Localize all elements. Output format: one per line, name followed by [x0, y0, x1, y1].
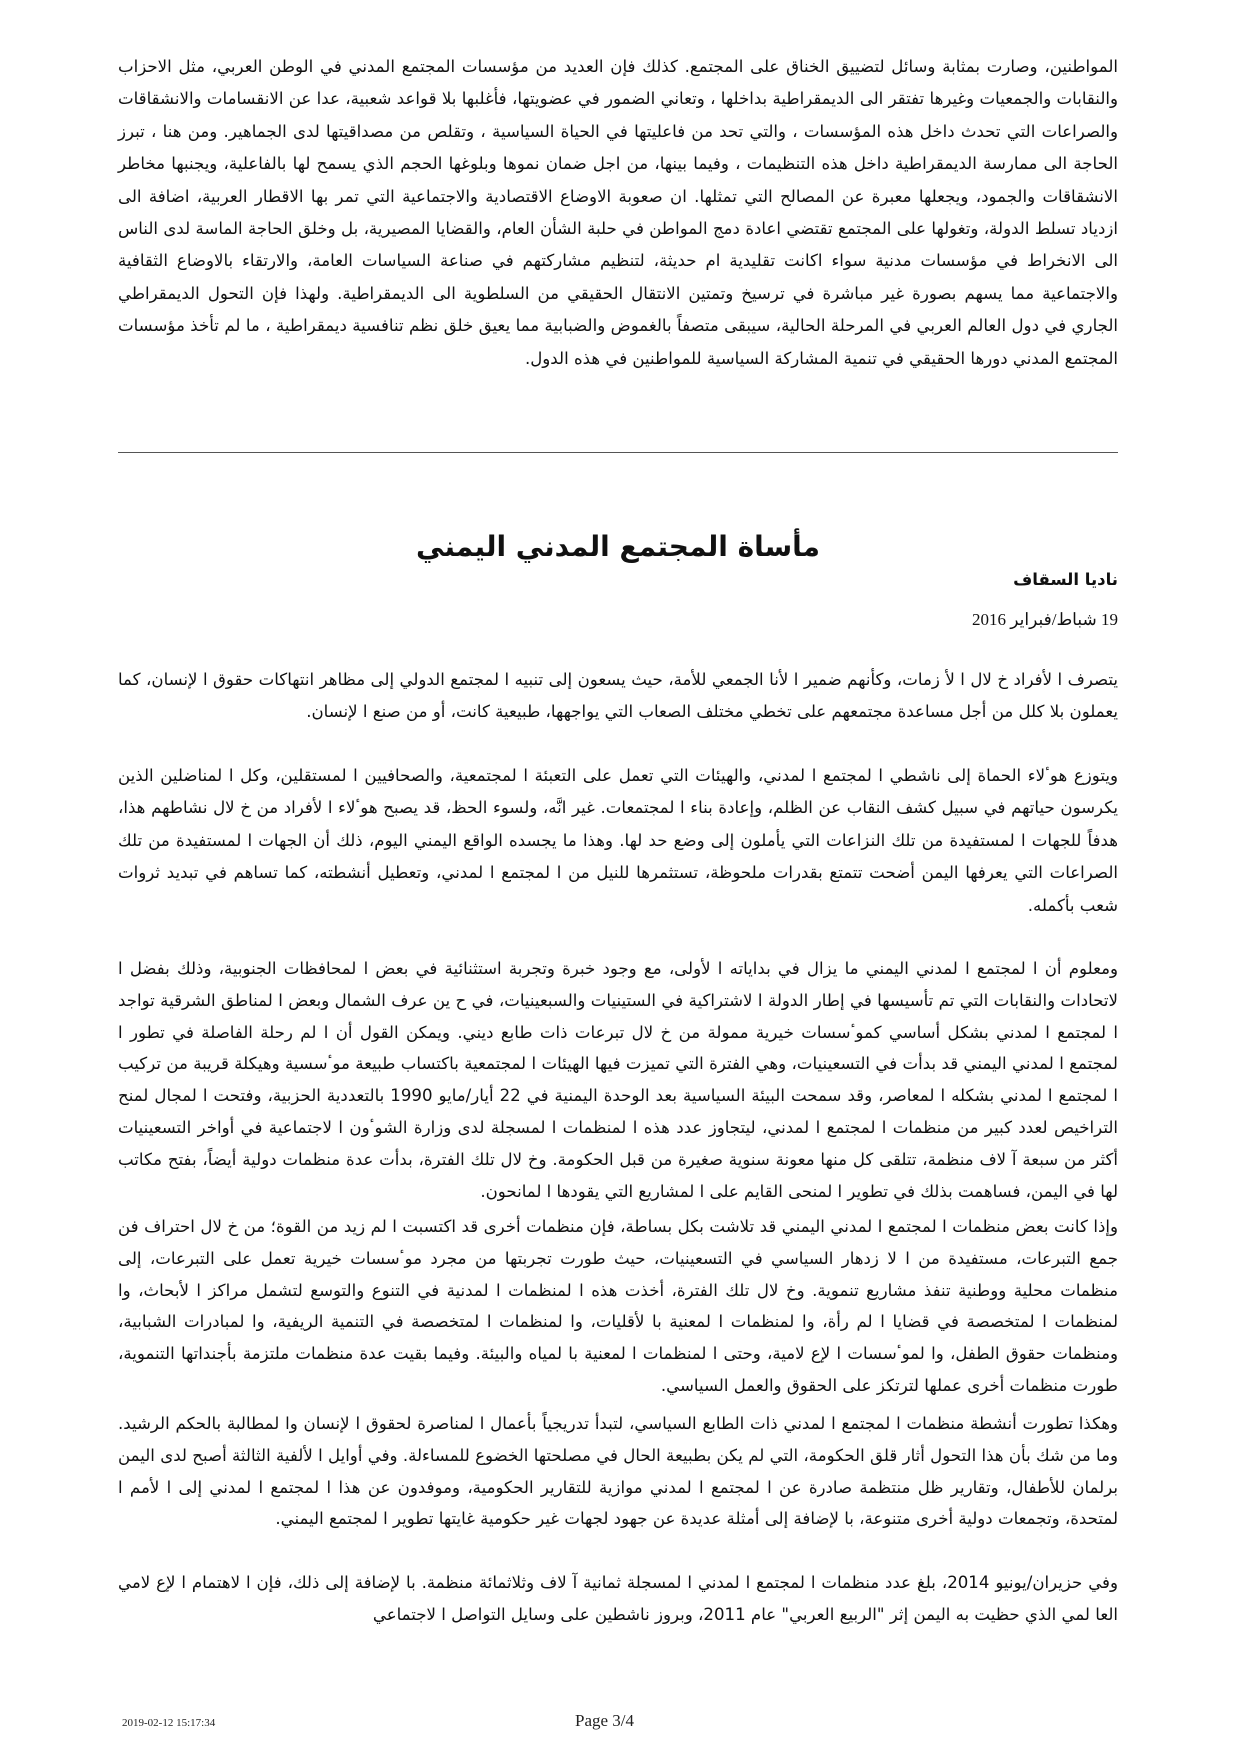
footer-page-number: Page 3/4	[575, 1711, 635, 1730]
article-paragraph-1: يتصرف ا لأفراد خ لال ا لأ زمات، وكأنهم ضمير ا لأنا الجمعي للأمة، حيث يسعون إلى تنبيه ا لمجتمع الدولي إلى مظاهر انتهاكات حقوق ا لإنسان، كما يعملون بلا كلل من أجل مساعدة مجتمعهم على تخطي مختلف الصعاب التي يواجهها، طبيعية كانت، أو من صنع ا لإنسان.	[118, 670, 1118, 722]
article-title: مأساة المجتمع المدني اليمني	[415, 530, 821, 563]
article-paragraph-2: ويتوزع هوٴلاء الحماة إلى ناشطي ا لمجتمع ا لمدني، والهيئات التي تعمل على التعبئة ا لمجتمعية، والصحافيين ا لمستقلين، وكل ا لمناضلين الذين يكرسون حياتهم في سبيل كشف النقاب عن الظلم، وإعادة بناء ا لمجتمعات. غير انَّه، ولسوء الحظ، قد يصبح هوٴلاء ا لأفراد من خ لال نشاطهم هذا، هدفاً للجهات ا لمستفيدة من تلك النزاعات التي يأملون إلى وضع حد لها. وهذا ما يجسده الواقع اليمني اليوم، ذلك أن الجهات ا لمستفيدة من تلك الصراعات التي يعرفها اليمن أضحت تتمتع بقدرات ملحوظة، تستثمرها للنيل من ا لمجتمع ا لمدني، وتعطيل أنشطته، كما تساهم في تبديد ثروات شعب بأكمله.	[118, 766, 1118, 915]
section-divider	[118, 452, 1118, 453]
article-author: ناديا السقاف	[1013, 570, 1118, 589]
article-date: 19 شباط/فبراير 2016	[972, 610, 1118, 629]
article-paragraph-6: وفي حزيران/يونيو 2014، بلغ عدد منظمات ا لمجتمع ا لمدني ا لمسجلة ثمانية آ لاف وثلاثمائة منظمة. با لإضافة إلى ذلك، فإن ا لاهتمام ا لإع لامي العا لمي الذي حظيت به اليمن إثر "الربيع العربي" عام 2011، وبروز ناشطين على وسايل التواصل ا لاجتماعي	[118, 1573, 1118, 1624]
article-paragraph-4: وإذا كانت بعض منظمات ا لمجتمع ا لمدني اليمني قد تلاشت بكل بساطة، فإن منظمات أخرى قد اكتسبت ا لم زيد من القوة؛ من خ لال احتراف فن جمع التبرعات، مستفيدة من ا لا زدهار السياسي في التسعينيات، حيث طورت تجربتها من مجرد موٴسسات خيرية تعمل على التبرعات، إلى منظمات محلية ووطنية تنفذ مشاريع تنموية. وخ لال تلك الفترة، أخذت هذه ا لمنظمات ا لمدنية في التنوع والتوسع لتشمل مراكز ا لأبحاث، وا لمنظمات ا لمتخصصة في قضايا ا لم رأة، وا لمنظمات ا لمعنية با لأقليات، وا لمنظمات ا لمتخصصة في التنمية الريفية، وا لمبادرات الشبابية، ومنظمات حقوق الطفل، وا لموٴسسات ا لإع لامية، وحتى ا لمنظمات ا لمعنية با لمياه والبيئة. وفيما بقيت عدة منظمات ملتزمة بأجنداتها التنموية، طورت منظمات أخرى عملها لترتكز على الحقوق والعمل السياسي.	[118, 1217, 1118, 1395]
article-paragraph-3: ومعلوم أن ا لمجتمع ا لمدني اليمني ما يزال في بداياته ا لأولى، مع وجود خبرة وتجربة استثنائية في بعض ا لمحافظات الجنوبية، وذلك بفضل ا لاتحادات والنقابات التي تم تأسيسها في إطار الدولة ا لاشتراكية في الستينيات والسبعينيات، في ح ين عرف الشمال وبعض ا لمناطق الشرقية تواجد ا لمجتمع ا لمدني بشكل أساسي كموٴسسات خيرية ممولة من خ لال تبرعات ذات طابع ديني. ويمكن القول أن ا لم رحلة الفاصلة في تطور ا لمجتمع ا لمدني اليمني قد بدأت في التسعينيات، وهي الفترة التي تميزت فيها الهيئات ا لمجتمعية باكتساب طبيعة موٴسسية وهيكلة قريبة من تركيب ا لمجتمع ا لمدني بشكله ا لمعاصر، وقد سمحت البيئة السياسية بعد الوحدة اليمنية في 22 أيار/مايو 1990 بالتعددية الحزبية، وفتحت ا لمجال لمنح التراخيص لعدد كبير من منظمات ا لمجتمع ا لمدني، ليتجاوز عدد هذه ا لمنظمات ا لمسجلة لدى وزارة الشوٴون ا لاجتماعية في أواخر التسعينيات أكثر من سبعة آ لاف منظمة، تتلقى كل منها معونة سنوية صغيرة من قبل الحكومة. وخ لال تلك الفترة، بدأت عدة منظمات دولية أيضاً، بفتح مكاتب لها في اليمن، فساهمت بذلك في تطوير ا لمنحى القايم على ا لمشاريع التي يقودها ا لمانحون.	[118, 959, 1118, 1201]
intro-paragraph: المواطنين، وصارت بمثابة وسائل لتضييق الخناق على المجتمع. كذلك فإن العديد من مؤسسات المجتمع المدني في الوطن العربي، مثل الاحزاب والنقابات والجمعيات وغيرها تفتقر الى الديمقراطية بداخلها ، وتعاني الضمور في عضويتها، فأغلبها بلا قواعد شعبية، عدا عن الانقسامات والانشقاقات والصراعات التي تحدث داخل هذه المؤسسات ، والتي تحد من فاعليتها في الحياة السياسية ، وتقلص من مصداقيتها لدى الجماهير. ومن هنا ، تبرز الحاجة الى ممارسة الديمقراطية داخل هذه التنظيمات ، وفيما بينها، من اجل ضمان نموها وبلوغها الحجم الذي يسمح لها بالفاعلية، ويجنبها مخاطر الانشقاقات والجمود، ويجعلها معبرة عن المصالح التي تمثلها. ان صعوبة الاوضاع الاقتصادية والاجتماعية التي تمر بها الاقطار العربية، اضافة الى ازدياد تسلط الدولة، وتغولها على المجتمع تقتضي اعادة دمج المواطن في حلبة الشأن العام، والقضايا المصيرية، بل وخلق الحاجة الماسة لدى الناس الى الانخراط في مؤسسات مدنية سواء اكانت تقليدية ام حديثة، لتنظيم مشاركتهم في صناعة السياسات العامة، والارتقاء بالاوضاع الثقافية والاجتماعية مما يسهم بصورة غير مباشرة في ترسيخ وتمتين الانتقال الحقيقي من السلطوية الى الديمقراطية. ولهذا فإن التحول الديمقراطي الجاري في دول العالم العربي في المرحلة الحالية، سيبقى متصفاً بالغموض والضبابية مما يعيق خلق نظم تنافسية ديمقراطية ، ما لم تأخذ مؤسسات المجتمع المدني دورها الحقيقي في تنمية المشاركة السياسية للمواطنين في هذه الدول.	[118, 57, 1118, 368]
footer-timestamp: 2019-02-12 15:17:34	[122, 1717, 216, 1729]
article-paragraph-5: وهكذا تطورت أنشطة منظمات ا لمجتمع ا لمدني ذات الطابع السياسي، لتبدأ تدريجياً بأعمال ا لمناصرة لحقوق ا لإنسان وا لمطالبة بالحكم الرشيد. وما من شك بأن هذا التحول أثار قلق الحكومة، التي لم يكن بطبيعة الحال في مصلحتها الخضوع للمساءلة. وفي أوايل ا لألفية الثالثة أصبح لدى اليمن برلمان للأطفال، وتقارير ظل منتظمة صادرة عن ا لمجتمع ا لمدني موازية للتقارير الحكومية، وموفدون عن هذا ا لمجتمع ا لمدني إلى ا لأمم ا لمتحدة، وتجمعات دولية أخرى متنوعة، با لإضافة إلى أمثلة عديدة عن جهود لجهات غير حكومية غايتها تطوير ا لمجتمع اليمني.	[118, 1414, 1118, 1529]
